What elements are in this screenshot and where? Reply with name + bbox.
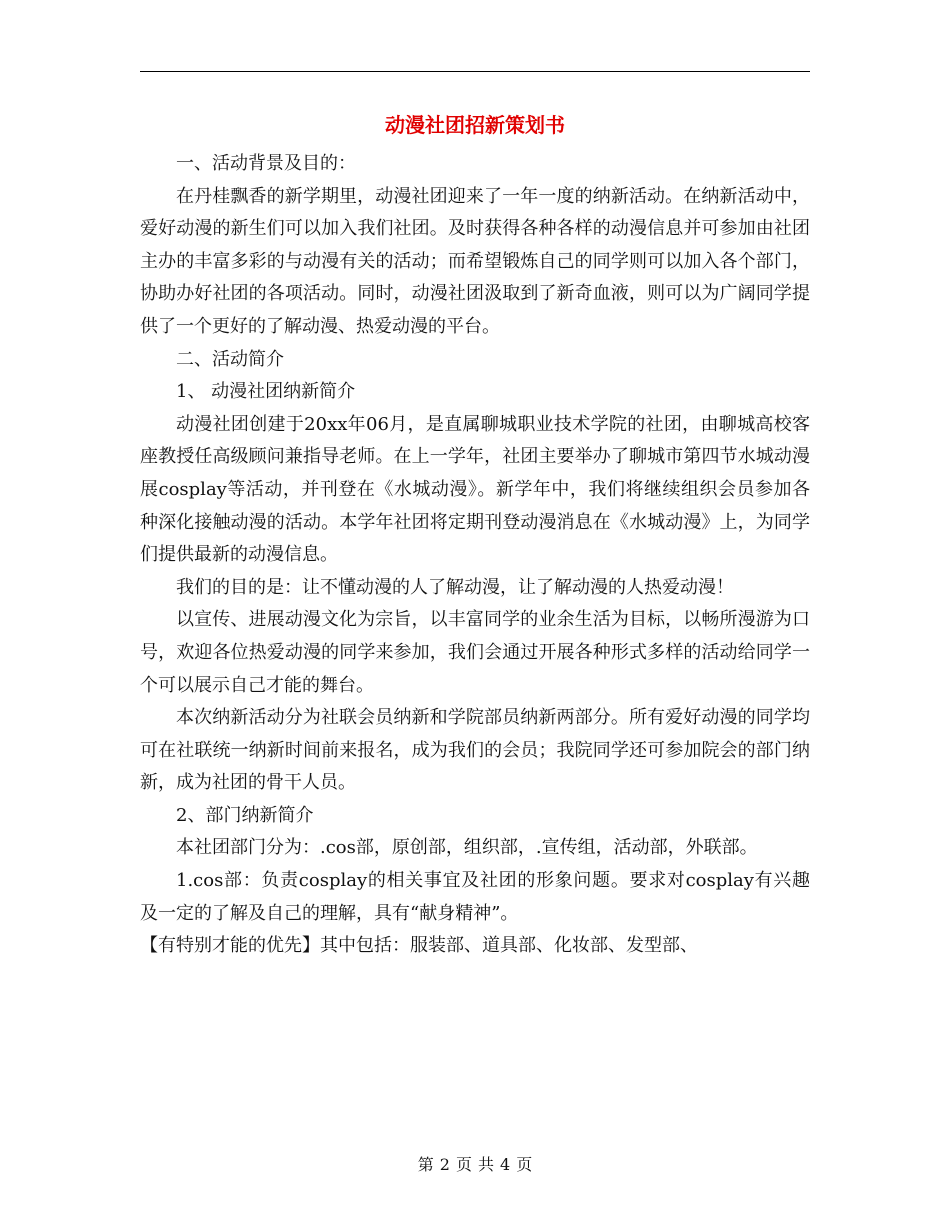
paragraph-department-list: 本社团部门分为：.cos部，原创部，组织部，.宣传组，活动部，外联部。: [176, 837, 758, 859]
footer-prefix: 第: [417, 1155, 434, 1174]
paragraph-cos-subdepartments: 【有特别才能的优先】其中包括：服装部、道具部、化妆部、发型部、: [140, 935, 698, 957]
footer-total-word: 共: [478, 1155, 495, 1174]
footer-suffix: 页: [516, 1155, 533, 1174]
paragraph-purpose: 我们的目的是：让不懂动漫的人了解动漫，让了解动漫的人热爱动漫！: [176, 576, 734, 598]
subheading-departments: 2、部门纳新简介: [176, 804, 314, 826]
footer-page-word: 页: [455, 1155, 472, 1174]
header-rule: [140, 71, 810, 72]
page-footer: [0, 1153, 950, 1177]
section-heading-intro: 二、活动简介: [176, 348, 284, 370]
paragraph-cos-department: 1.cos部：负责cosplay的相关事宜及社团的形象问题。要求对cosplay有兴趣 及一定的了解及自己的理解，具有“献身精神”。: [140, 870, 810, 924]
footer-current-page: 2: [439, 1155, 450, 1174]
document-body: [140, 148, 810, 963]
paragraph-recruitment: 本次纳新活动分为社联会员纳新和学院部员纳新两部分。所有爱好动漫的同学均可在社联统一纳新时间前来报名，成为我们的会员；我院同学还可参加院会的部门纳新，成为社团的骨干人员。: [140, 707, 810, 794]
footer-total-pages: 4: [500, 1155, 511, 1174]
document-title: 动漫社团招新策划书: [385, 113, 565, 137]
section-heading-background: 一、活动背景及目的：: [176, 153, 356, 174]
subheading-club-intro: 1、 动漫社团纳新简介: [176, 381, 356, 403]
paragraph-club-history: 动漫社团创建于20xx年06月，是直属聊城职业技术学院的社团，由聊城高校客座教授任高级顾问兼指导老师。在上一学年，社团主要举办了聊城市第四节水城动漫展cosplay等活动，并刊登在《水城动漫》。新学年中，我们将继续组织会员参加各种深化接触动漫的活动。本学年社团将定期刊登动漫消息在《水城动漫》上，为同学们提供最新的动漫信息。: [140, 413, 810, 566]
paragraph-mission: 以宣传、进展动漫文化为宗旨，以丰富同学的业余生活为目标，以畅所漫游为口号，欢迎各位热爱动漫的同学来参加，我们会通过开展各种形式多样的活动给同学一个可以展示自己才能的舞台。: [140, 609, 810, 696]
paragraph-background: 在丹桂飘香的新学期里，动漫社团迎来了一年一度的纳新活动。在纳新活动中，爱好动漫的新生们可以加入我们社团。及时获得各种各样的动漫信息并可参加由社团主办的丰富多彩的与动漫有关的活动；而希望锻炼自己的同学则可以加入各个部门，协助办好社团的各项活动。同时，动漫社团汲取到了新奇血液，则可以为广阔同学提供了一个更好的了解动漫、热爱动漫的平台。: [140, 185, 810, 337]
